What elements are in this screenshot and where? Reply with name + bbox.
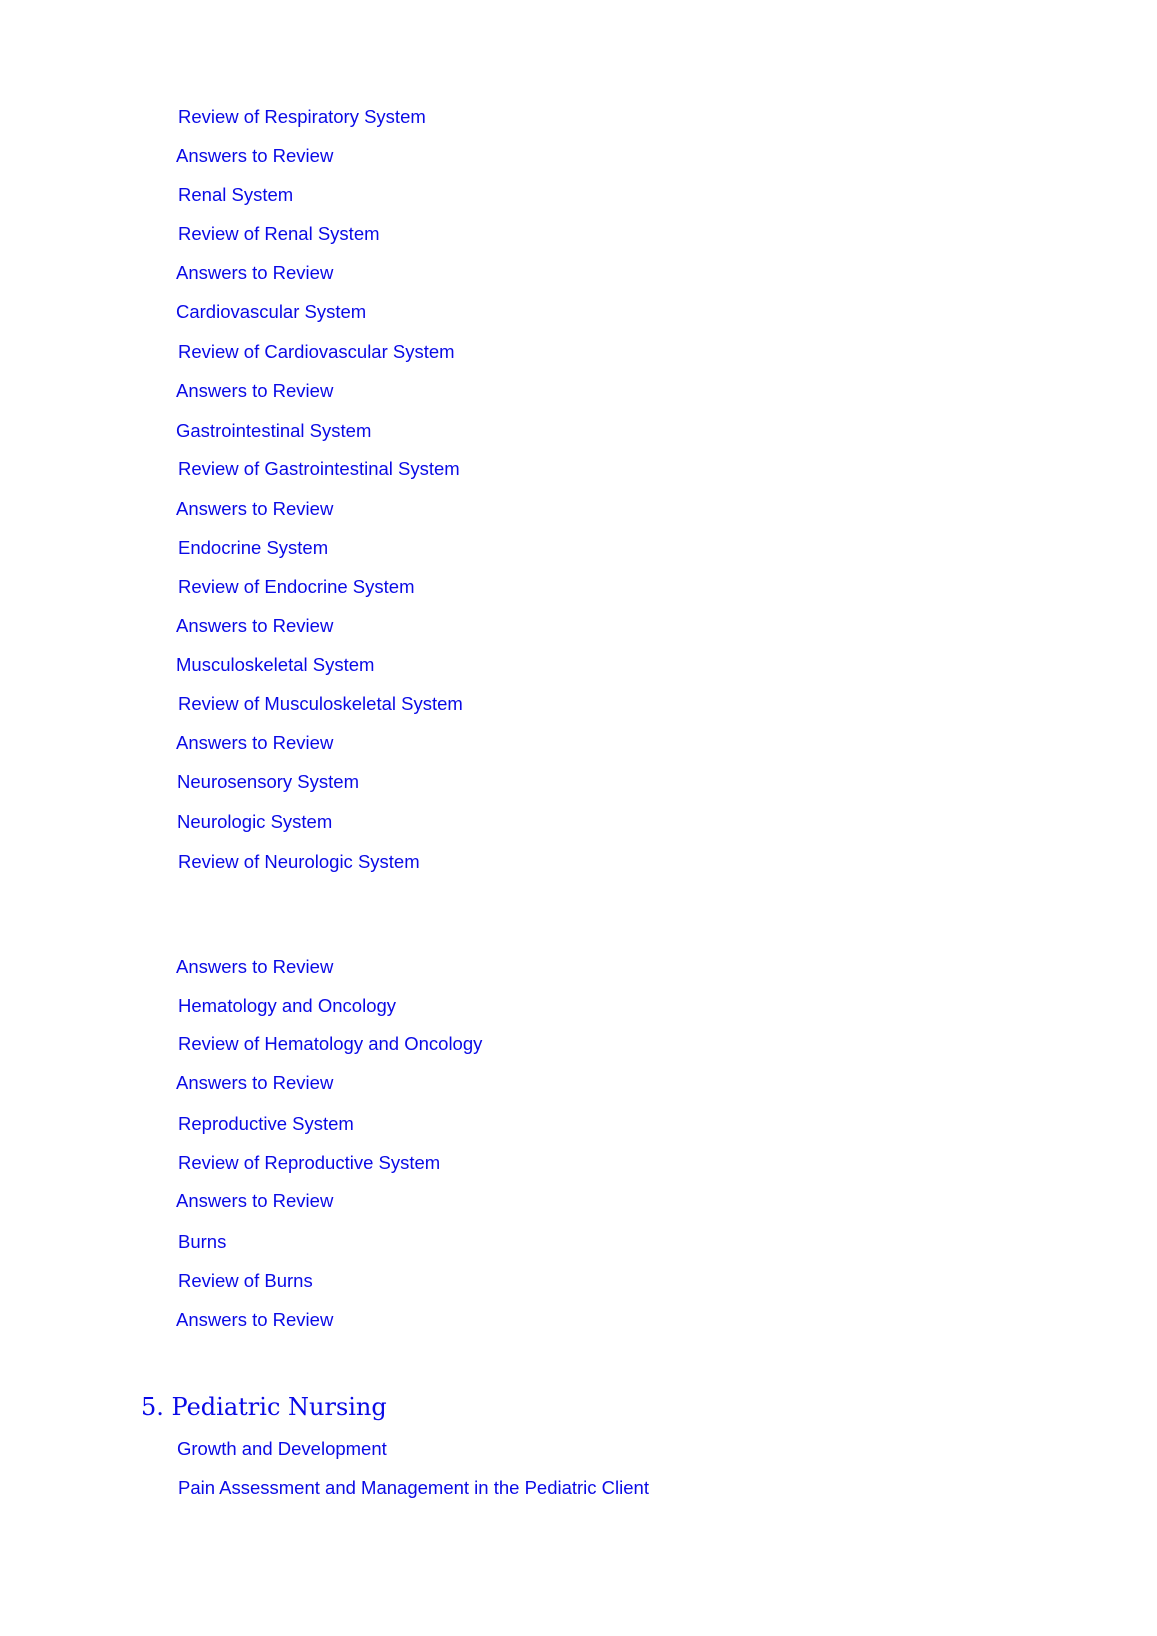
toc-link-burns[interactable]: Burns bbox=[178, 1231, 227, 1252]
toc-link-neurosensory-system[interactable]: Neurosensory System bbox=[177, 771, 359, 792]
toc-link-answers-to-review[interactable]: Answers to Review bbox=[176, 498, 334, 519]
toc-link-answers-to-review[interactable]: Answers to Review bbox=[176, 1072, 334, 1093]
toc-link-review-reproductive[interactable]: Review of Reproductive System bbox=[178, 1152, 441, 1173]
toc-link-review-burns[interactable]: Review of Burns bbox=[178, 1270, 313, 1291]
toc-link-review-renal[interactable]: Review of Renal System bbox=[178, 223, 380, 244]
toc-link-answers-to-review[interactable]: Answers to Review bbox=[176, 145, 334, 166]
toc-link-answers-to-review[interactable]: Answers to Review bbox=[176, 732, 334, 753]
toc-link-hematology-oncology[interactable]: Hematology and Oncology bbox=[178, 995, 397, 1016]
toc-link-review-neurologic[interactable]: Review of Neurologic System bbox=[178, 851, 420, 872]
toc-link-answers-to-review[interactable]: Answers to Review bbox=[176, 1190, 334, 1211]
toc-link-musculoskeletal-system[interactable]: Musculoskeletal System bbox=[176, 654, 375, 675]
toc-link-review-hematology-oncology[interactable]: Review of Hematology and Oncology bbox=[178, 1033, 483, 1054]
toc-link-review-cardiovascular[interactable]: Review of Cardiovascular System bbox=[178, 341, 455, 362]
toc-link-pain-assessment-pediatric[interactable]: Pain Assessment and Management in the Pediatric Client bbox=[178, 1477, 649, 1498]
toc-link-neurologic-system[interactable]: Neurologic System bbox=[177, 811, 333, 832]
toc-link-reproductive-system[interactable]: Reproductive System bbox=[178, 1113, 354, 1134]
toc-link-answers-to-review[interactable]: Answers to Review bbox=[176, 615, 334, 636]
toc-link-answers-to-review[interactable]: Answers to Review bbox=[176, 956, 334, 977]
toc-link-cardiovascular-system[interactable]: Cardiovascular System bbox=[176, 301, 367, 322]
toc-link-renal-system[interactable]: Renal System bbox=[178, 184, 294, 205]
toc-link-review-gastrointestinal[interactable]: Review of Gastrointestinal System bbox=[178, 458, 460, 479]
toc-link-review-musculoskeletal[interactable]: Review of Musculoskeletal System bbox=[178, 693, 463, 714]
toc-link-growth-development[interactable]: Growth and Development bbox=[177, 1438, 387, 1459]
toc-link-answers-to-review[interactable]: Answers to Review bbox=[176, 380, 334, 401]
toc-link-answers-to-review[interactable]: Answers to Review bbox=[176, 1309, 334, 1330]
toc-link-gastrointestinal-system[interactable]: Gastrointestinal System bbox=[176, 420, 372, 441]
section-heading-pediatric-nursing[interactable]: 5. Pediatric Nursing bbox=[141, 1393, 387, 1421]
toc-link-endocrine-system[interactable]: Endocrine System bbox=[178, 537, 329, 558]
toc-link-answers-to-review[interactable]: Answers to Review bbox=[176, 262, 334, 283]
toc-link-review-respiratory[interactable]: Review of Respiratory System bbox=[178, 106, 426, 127]
toc-link-review-endocrine[interactable]: Review of Endocrine System bbox=[178, 576, 415, 597]
